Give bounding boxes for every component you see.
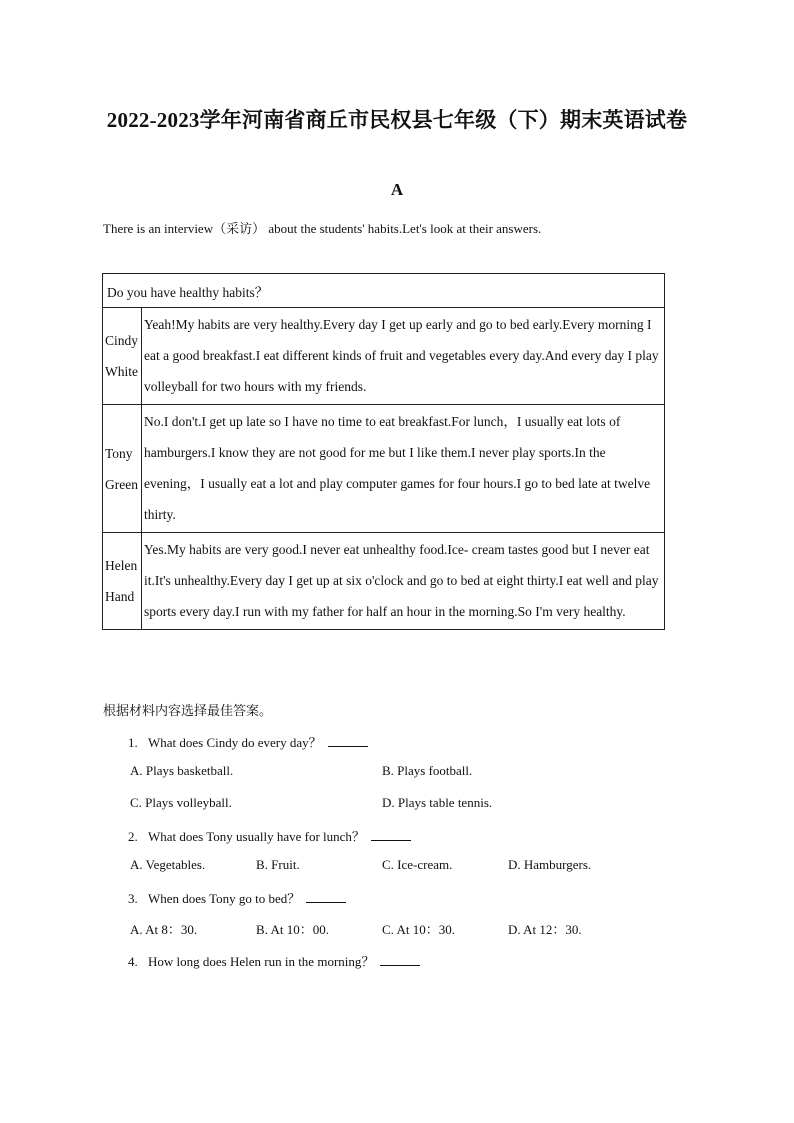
option-a[interactable]: A. Plays basketball. xyxy=(130,763,234,778)
option-a[interactable]: A. Vegetables. xyxy=(130,857,206,872)
option-c[interactable]: C. At 10：30. xyxy=(382,922,455,937)
question-number: 2. xyxy=(128,829,138,844)
question-3 xyxy=(128,888,346,907)
answer-blank[interactable] xyxy=(306,890,346,903)
question-number: 3. xyxy=(128,891,138,906)
table-row xyxy=(103,405,665,533)
question-1 xyxy=(128,732,368,751)
directions: 根据材料内容选择最佳答案。 xyxy=(103,703,273,718)
option-d[interactable]: D. Hamburgers. xyxy=(508,857,592,872)
student-answer: No.I don't.I get up late so I have no time to eat breakfast.For lunch，I usually eat lots of hamburgers.I know they are not good for me but I like them.I never play sports.In the evening，I usually eat a lot and play computer games for four hours.I go to bed late at twelve thirty. xyxy=(142,405,665,533)
answer-blank[interactable] xyxy=(328,734,368,747)
question-number: 4. xyxy=(128,954,138,969)
student-answer: Yes.My habits are very good.I never eat unhealthy food.Ice- cream tastes good but I never eat it.It's unhealthy.Every day I get up at six o'clock and go to bed at eight thirty.I eat well and play sports every day.I run with my father for half an hour in the morning.So I'm very healthy. xyxy=(142,533,665,630)
option-d[interactable]: D. At 12：30. xyxy=(508,922,582,937)
question-4 xyxy=(128,951,420,970)
answer-blank[interactable] xyxy=(371,828,411,841)
option-b[interactable]: B. Fruit. xyxy=(256,857,300,872)
answer-blank[interactable] xyxy=(380,953,420,966)
question-2 xyxy=(128,826,411,845)
question-number: 1. xyxy=(128,735,138,750)
question-text: What does Cindy do every day？ xyxy=(148,735,322,750)
passage-intro: There is an interview（采访） about the students' habits.Let's look at their answers. xyxy=(103,221,542,236)
section-label: A xyxy=(390,180,404,199)
table-question: Do you have healthy habits？ xyxy=(103,274,665,308)
option-a[interactable]: A. At 8：30. xyxy=(130,922,198,937)
question-text: When does Tony go to bed？ xyxy=(148,891,301,906)
student-name: Tony Green xyxy=(103,405,142,533)
table-row xyxy=(103,533,665,630)
question-text: What does Tony usually have for lunch？ xyxy=(148,829,365,844)
exam-title: 2022-2023学年河南省商丘市民权县七年级（下）期末英语试卷 xyxy=(106,108,688,132)
question-text: How long does Helen run in the morning？ xyxy=(148,954,375,969)
student-name: Cindy White xyxy=(103,308,142,405)
option-b[interactable]: B. At 10：00. xyxy=(256,922,329,937)
habits-table xyxy=(102,273,665,630)
option-d[interactable]: D. Plays table tennis. xyxy=(382,795,493,810)
option-b[interactable]: B. Plays football. xyxy=(382,763,473,778)
table-header-row xyxy=(103,274,665,308)
table-row xyxy=(103,308,665,405)
student-name: Helen Hand xyxy=(103,533,142,630)
option-c[interactable]: C. Plays volleyball. xyxy=(130,795,232,810)
option-c[interactable]: C. Ice-cream. xyxy=(382,857,453,872)
student-answer: Yeah!My habits are very healthy.Every day I get up early and go to bed early.Every morning I eat a good breakfast.I eat different kinds of fruit and vegetables every day.And every day I play volleyball for two hours with my friends. xyxy=(142,308,665,405)
